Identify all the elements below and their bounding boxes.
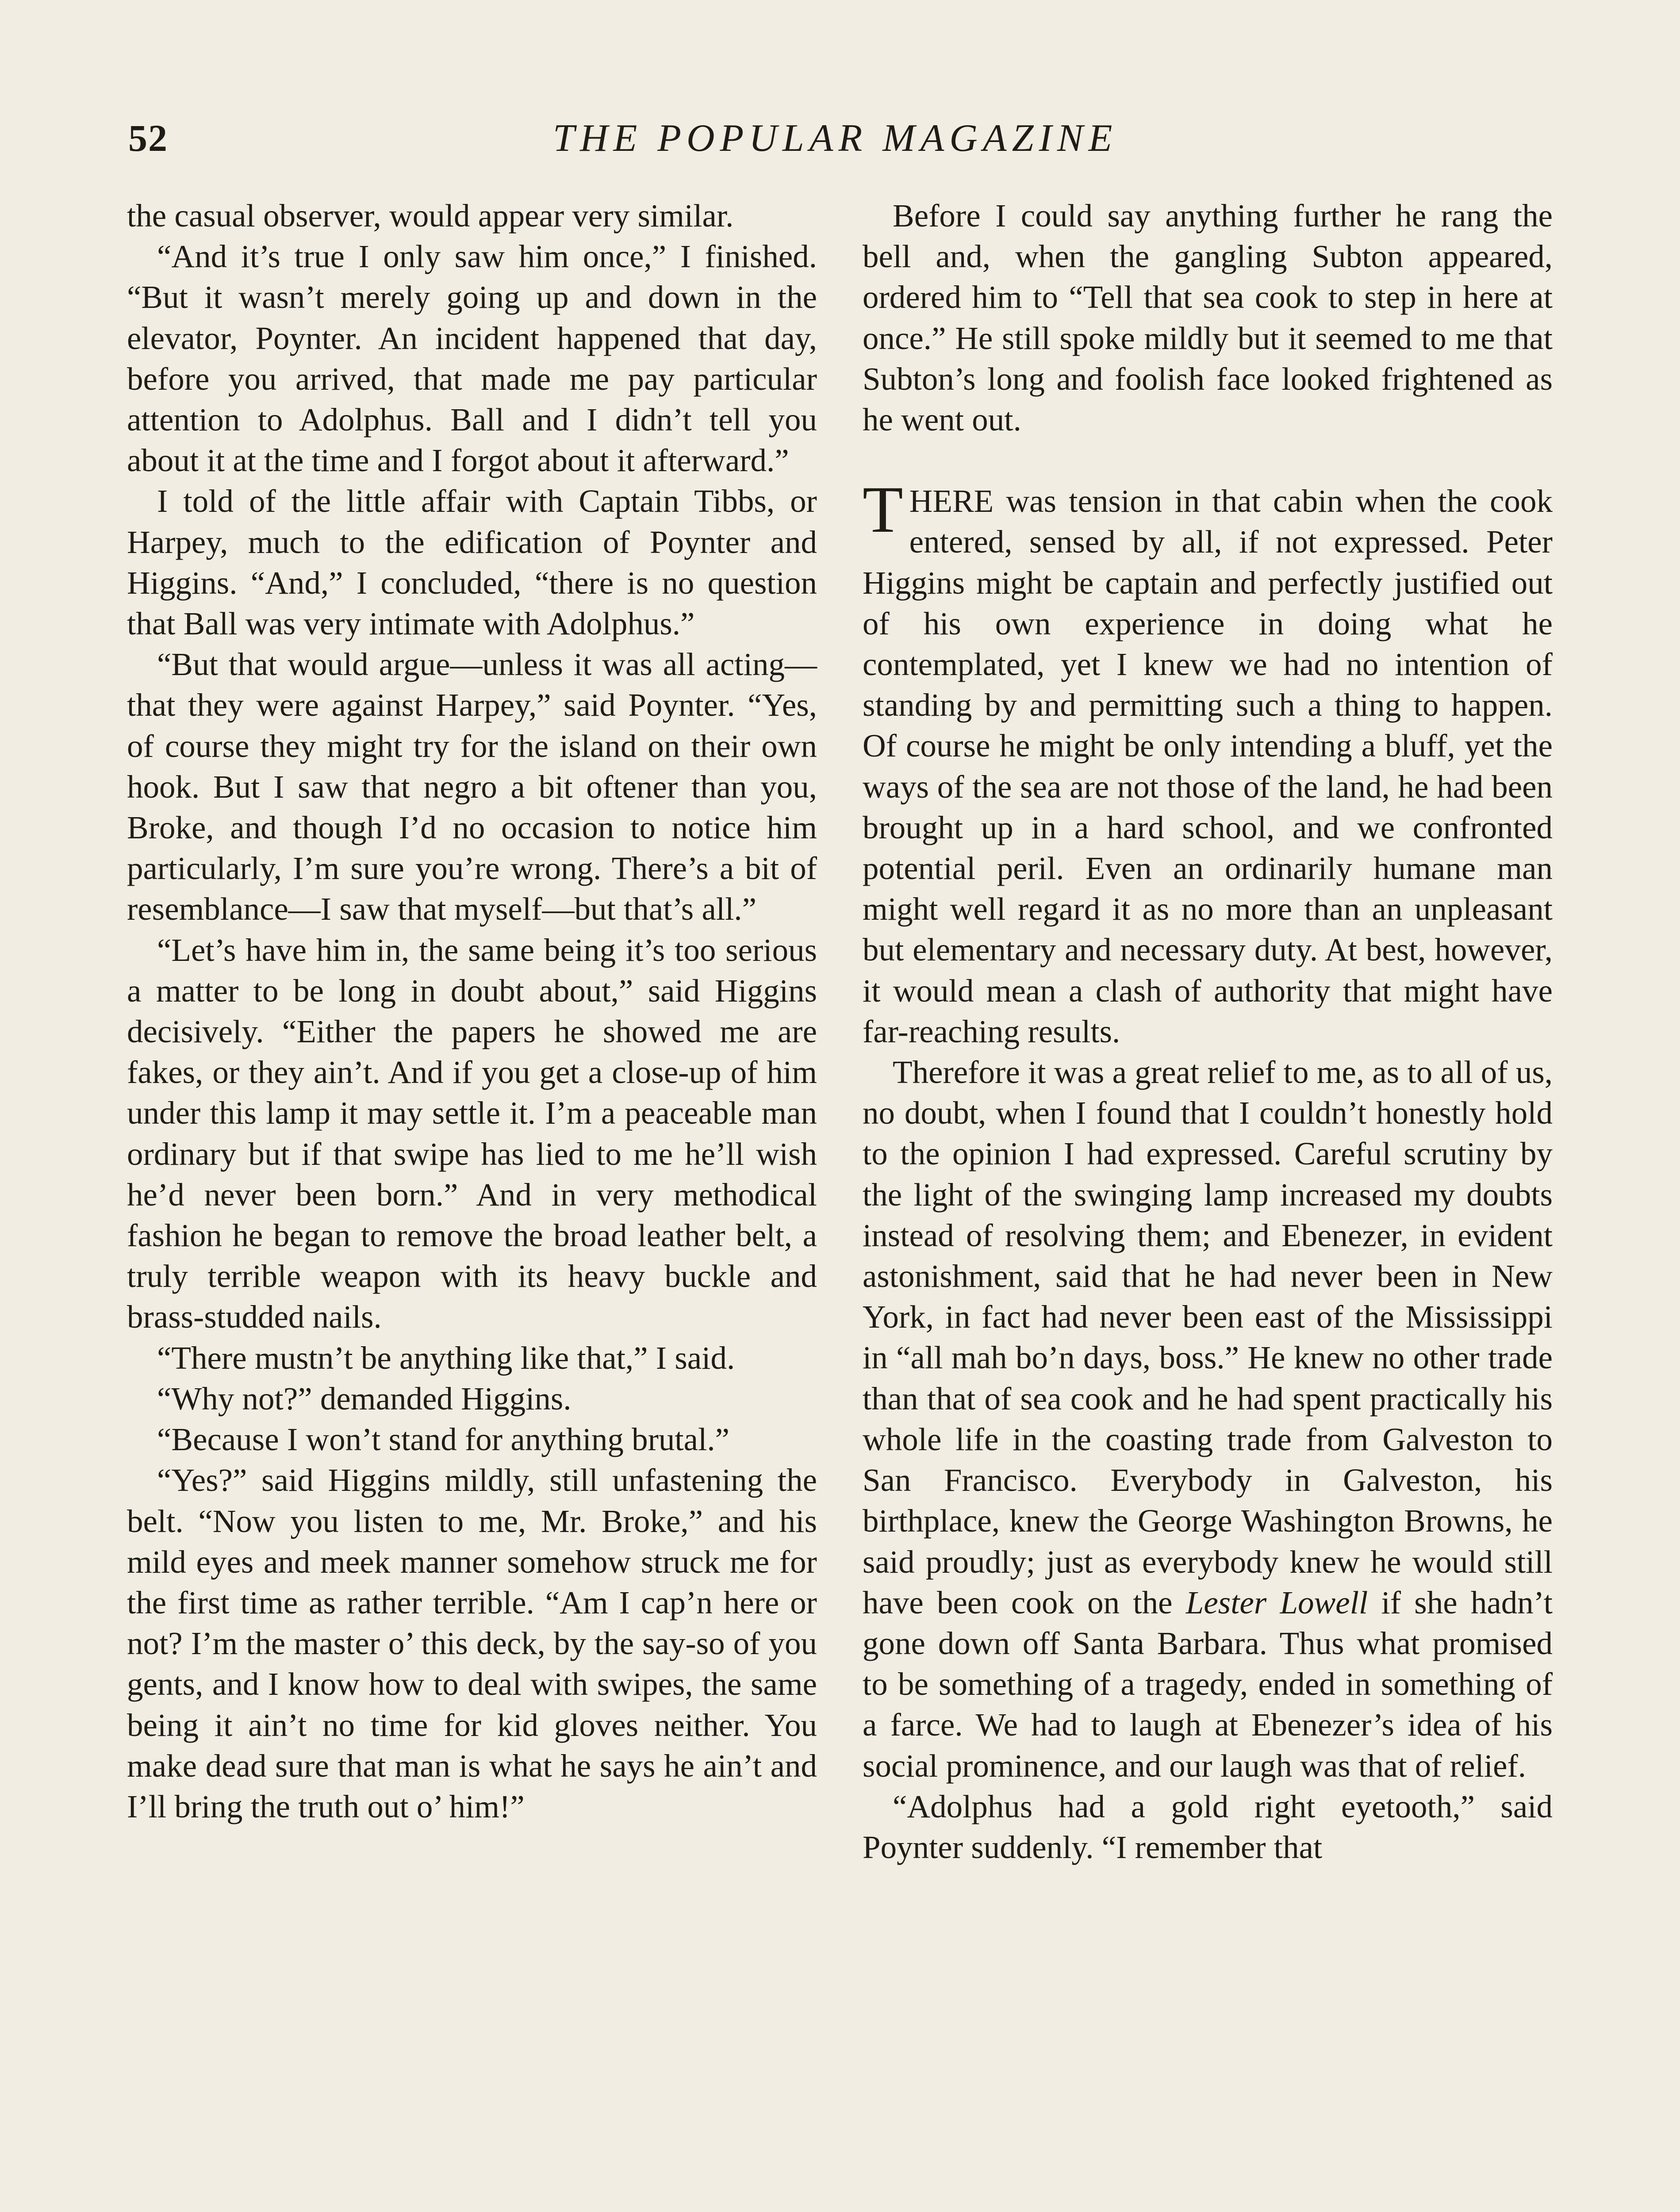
paragraph: I told of the little affair with Captain Tibbs, or Harpey, much to the edification of Poynter and Higgins. “And,” I concluded, “there is no question that Ball was very intimate with Adolphus.” — [127, 483, 817, 642]
page-header — [128, 116, 1553, 178]
section-opening-paragraph — [863, 473, 1553, 1052]
right-column — [863, 196, 1553, 1868]
paragraph: “And it’s true I only saw him once,” I finished. “But it wasn’t merely going up and down in the elevator, Poynter. An incident happened that day, before you arrived, that made me pay particular attention to Adolphus. Ball and I didn’t tell you about it at the time and I forgot about it afterward.” — [127, 238, 817, 479]
paragraph: “Why not?” demanded Higgins. — [157, 1380, 572, 1417]
paragraph: “Because I won’t stand for anything brutal.” — [157, 1421, 730, 1458]
running-title: THE POPULAR MAGAZINE — [553, 117, 1118, 160]
paragraph-text: Therefore it was a great relief to me, as to all of us, no doubt, when I found that I couldn’t honestly hold to the opinion I had expressed. Careful scrutiny by the light of the swinging lamp increased my doubts instead of resolving them; and Ebenezer, in evident astonishment, said that he had never been in New York, in fact had never been east of the Mississippi in “all mah bo’n days, boss.” He knew no other trade than that of sea cook and he had spent practically his whole life in the coasting trade from Galveston to San Francisco. Everybody in Galveston, his birthplace, knew the George Washington Browns, he said proudly; just as everybody knew he would still have been cook on the — [863, 1054, 1553, 1621]
paragraph — [863, 1052, 1553, 1786]
drop-cap: T — [863, 473, 903, 547]
paragraph-text: HERE was tension in that cabin when the cook entered, sensed by all, if not expressed. Peter Higgins might be captain and perfectly justified out of his own experience in doing what he contemplated, yet I knew we had no intention of standing by and permitting such a thing to happen. Of course he might be only intending a bluff, yet the ways of the sea are not those of the land, he had been brought up in a hard school, and we confronted potential peril. Even an ordinarily humane man might well regard it as no more than an unpleasant but elementary and necessary duty. At best, however, it would mean a clash of authority that might have far-reaching results. — [863, 483, 1553, 1049]
left-column — [127, 196, 817, 1827]
paragraph: “But that would argue—unless it was all acting—that they were against Harpey,” said Poynter. “Yes, of course they might try for the island on their own hook. But I saw that negro a bit oftener than you, Broke, and though I’d no occasion to notice him particularly, I’m sure you’re wrong. There’s a bit of resemblance—I saw that myself—but that’s all.” — [127, 646, 817, 927]
paragraph: “Yes?” said Higgins mildly, still unfastening the belt. “Now you listen to me, Mr. Broke,” and his mild eyes and meek manner somehow struck me for the first time as rather terrible. “Am I cap’n here or not? I’m the master o’ this deck, by the say-so of you gents, and I know how to deal with swipes, the same being it ain’t no time for kid gloves neither. You make dead sure that man is what he says he ain’t and I’ll bring the truth out o’ him!” — [127, 1462, 817, 1824]
paragraph-text: if she hadn’t gone down off Santa Barbara. Thus what promised to be something of a tragedy, ended in something of a farce. We had to laugh at Ebenezer’s idea of his social prominence, and our laugh was that of relief. — [863, 1584, 1553, 1784]
paragraph: “Adolphus had a gold right eyetooth,” said Poynter suddenly. “I remember that — [863, 1788, 1553, 1865]
paragraph: “There mustn’t be anything like that,” I said. — [157, 1340, 735, 1376]
ship-name: Lester Lowell — [1185, 1584, 1368, 1621]
paragraph: the casual observer, would appear very similar. — [127, 198, 734, 234]
paragraph: “Let’s have him in, the same being it’s too serious a matter to be long in doubt about,” said Higgins decisively. “Either the papers he showed me are fakes, or they ain’t. And if you get a close-up of him under this lamp it may settle it. I’m a peaceable man ordinary but if that swipe has lied to me he’ll wish he’d never been born.” And in very methodical fashion he began to remove the broad leather belt, a truly terrible weapon with its heavy buckle and brass-studded nails. — [127, 932, 817, 1335]
page-number: 52 — [128, 117, 168, 159]
paragraph: Before I could say anything further he rang the bell and, when the gangling Subton appeared, ordered him to “Tell that sea cook to step in here at once.” He still spoke mildly but it seemed to me that Subton’s long and foolish face looked frightened as he went out. — [863, 198, 1553, 438]
